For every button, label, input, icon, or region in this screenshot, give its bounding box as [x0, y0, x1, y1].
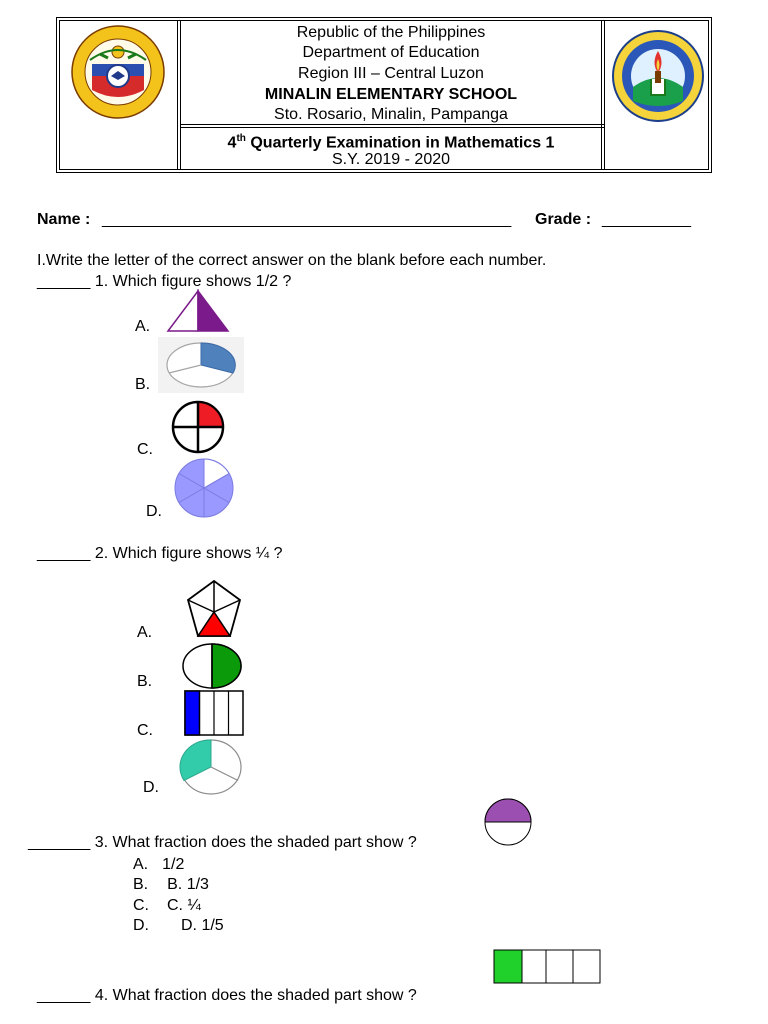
header-divider-right-2	[604, 20, 605, 170]
deped-seal-logo	[70, 24, 166, 125]
answer-blank-1[interactable]: ______	[37, 273, 91, 290]
q2-figure-d-circle-third	[178, 738, 244, 801]
q2-option-a-label: A.	[137, 624, 153, 641]
answer-blank-4[interactable]: ______	[37, 987, 91, 1004]
header-exam-title: 4th Quarterly Examination in Mathematics 1	[227, 133, 555, 152]
q1-figure-a-triangle-half	[166, 289, 230, 338]
q4-figure-bar-quarter	[493, 949, 603, 990]
q3-choice-c: C. C. ¼	[133, 897, 201, 914]
q1-figure-d-circle-sixths	[172, 458, 238, 525]
q3-choice-b: B. B. 1/3	[133, 876, 209, 893]
answer-blank-2[interactable]: ______	[37, 545, 91, 562]
q2-option-b-label: B.	[137, 673, 153, 690]
q1-figure-b-oval-third	[158, 337, 244, 398]
q2-option-d-label: D.	[143, 779, 159, 796]
name-blank[interactable]: ______________________________________________	[102, 211, 512, 228]
question-4: ______ 4. What fraction does the shaded part show ?	[37, 987, 417, 1004]
header-republic: Republic of the Philippines	[296, 24, 486, 41]
name-label: Name :	[37, 211, 91, 228]
header-address: Sto. Rosario, Minalin, Pampanga	[274, 106, 508, 123]
q1-figure-c-circle-quarter	[168, 400, 228, 459]
q2-option-c-label: C.	[137, 722, 153, 739]
header-divider-left	[177, 20, 178, 170]
q2-figure-b-circle-half	[181, 642, 243, 695]
header-department: Department of Education	[302, 44, 480, 61]
q1-option-c-label: C.	[137, 441, 153, 458]
grade-label: Grade :	[535, 211, 592, 228]
header-region: Region III – Central Luzon	[298, 65, 484, 82]
question-2: ______ 2. Which figure shows ¼ ?	[37, 545, 283, 562]
q3-choice-d: D. D. 1/5	[133, 917, 224, 934]
answer-blank-3[interactable]: _______	[28, 834, 91, 851]
question-3: _______ 3. What fraction does the shaded part show ?	[28, 834, 417, 851]
q3-figure-circle-half	[483, 798, 535, 853]
header-row-divider-2	[180, 127, 604, 128]
school-seal-logo	[611, 29, 705, 128]
q1-option-b-label: B.	[135, 376, 151, 393]
q2-figure-c-rectangle-quarter	[184, 690, 246, 743]
grade-blank[interactable]: __________	[602, 211, 691, 228]
question-1: ______ 1. Which figure shows 1/2 ?	[37, 273, 292, 290]
header-school-name: MINALIN ELEMENTARY SCHOOL	[264, 86, 518, 103]
q3-choice-a: A. 1/2	[133, 856, 185, 873]
q1-option-d-label: D.	[146, 503, 162, 520]
instructions: I.Write the letter of the correct answer on the blank before each number.	[37, 252, 547, 269]
q2-figure-a-pentagon-fifth	[185, 578, 243, 645]
header-school-year: S.Y. 2019 - 2020	[331, 151, 451, 168]
header-divider-right	[601, 20, 602, 170]
q1-option-a-label: A.	[135, 318, 151, 335]
